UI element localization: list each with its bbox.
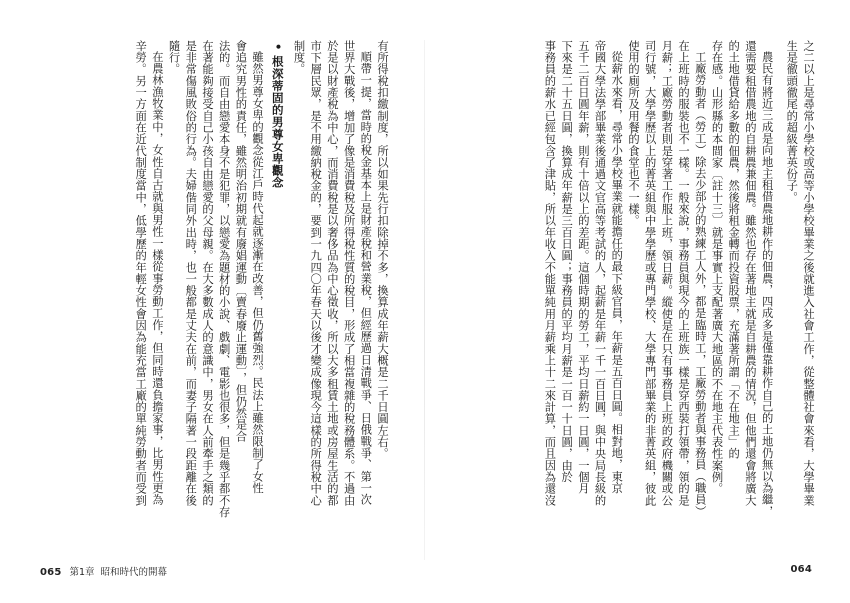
- heading-bullet-icon: •: [270, 43, 285, 51]
- text-column: 還需要租借農地的自耕農兼佃農。雖然也存在著地主就是自耕農的情況，但他們還會將廣大: [743, 40, 757, 506]
- text-column: 雖然男尊女卑的觀念從江戶時代起就逐漸在改善，但仍舊強烈。民法上雖然限制了女性: [251, 51, 265, 494]
- text-column: 存在感。山形縣的本間家〔註十三〕就是事實上支配著廣大地區的不在地主代表性案例。: [710, 40, 724, 495]
- text-column: 法的。而自由戀愛本身不是犯罪，以戀愛為題材的小說、戲劇、電影也很多，但是幾乎都不存: [217, 40, 231, 518]
- text-column: 隨行。: [167, 40, 181, 75]
- text-column: 使用的廁所及用餐的食堂也不一樣。: [626, 40, 640, 227]
- section-heading-text: 根深蒂固的男尊女卑觀念: [270, 55, 285, 189]
- text-column: 司行號，大學學歷以上的菁英組與中學學歷或專門學校、大學專門部畢業的非菁英組，彼此: [643, 40, 657, 506]
- text-column: 制度。: [292, 40, 306, 75]
- chapter-label: 第1章: [69, 567, 95, 578]
- text-column: 世界大戰後，增加了像是消費稅及所得稅性質的稅目，形成了相當複雜的稅務體系。不過由: [342, 40, 356, 506]
- text-column: 在著能夠接受自己小孩自由戀愛的父母親。在大多數成人的意識中，男女在人前牽手之類的: [200, 40, 214, 506]
- chapter-title: 昭和時代的開幕: [100, 567, 168, 578]
- right-page: [466, 40, 816, 550]
- text-column: 工廠勞動者（勞工）除去少部分的熟練工人外，都是臨時工，工廠勞動者與事務員（職員）: [693, 51, 707, 517]
- text-column: 帝國大學法學部畢業後通過文官高等考試的人，起薪是年薪一千一百日圓，與中央局長級的: [593, 40, 607, 506]
- text-column: 在上班時的服裝也不一樣。一般來說，事務員與現今的上班族一樣是穿西裝打領帶，領的是: [677, 40, 691, 506]
- text-column: 之二以上是尋常小學校或高等小學校畢業之後就進入社會工作，從整體社會來看，大學畢業: [802, 40, 815, 506]
- left-page-footer: [40, 564, 167, 578]
- left-page: [40, 40, 390, 550]
- text-column: 辛勞。另一方面在近代制度當中，低學歷的年輕女性會因為能充當工廠的單純勞動者而受到: [134, 40, 148, 506]
- text-column: 月薪；工廠勞動者則是穿著工作服上班，領日薪。縱使是在只有事務員上班的政府機關或公: [660, 40, 674, 506]
- text-column: 於是以財產稅為中心，而消費稅是以奢侈品為中心徵收，所以大多租賃土地或房屋生活的都: [325, 40, 339, 506]
- text-column: 農民有將近三成是向地主租借農地耕作的佃農，四成多是僅靠耕作自己的土地仍無以為繼，: [760, 51, 774, 517]
- text-column: 事務員的薪水已經包含了津貼，所以年收入不能單純用月薪乘上十二來計算，而且因為還沒: [543, 40, 557, 506]
- text-column: 順帶一提，當時的稅金基本上是財產稅和營業稅，但經歷過日清戰爭、日俄戰爭、第一次: [359, 51, 373, 506]
- text-column: 五千二百日圓年薪，則有十倍以上的差距。這個時期的勞工，平均日薪約一日圓，一個月: [576, 40, 590, 495]
- text-column: 有所得稅扣繳制度，所以如果先行扣除掉不多，換算成年薪大概是二千日圓左右。: [376, 40, 389, 460]
- text-column: 在農林漁牧業中，女性自古就與男性一樣從事勞動工作，但同時還負擔家事，比男性更為: [150, 51, 164, 506]
- text-column: 會追究男性的責任，雖然明治初期就有廢娼運動〔賣春廢止運動〕，但仍然是合: [234, 40, 248, 443]
- text-column: 是非常傷風敗俗的行為。夫婦偕同外出時，也一般都是丈夫在前，而妻子隔著一段距離在後: [184, 40, 198, 506]
- right-page-footer: [791, 564, 812, 575]
- paragraph-gap: [775, 40, 783, 550]
- section-heading: [269, 40, 286, 343]
- text-column: 市下層民眾，是不用繳納稅金的，要到一九四〇年春天以後才變成像現今這樣的所得稅中心: [309, 40, 323, 506]
- text-column: 生是徹頭徹尾的超級菁英份子。: [785, 40, 799, 204]
- text-column: 下來是二十五日圓，換算成年薪是三百日圓；事務員的平均月薪是一百一十日圓，由於: [560, 40, 574, 483]
- page-number: 065: [40, 567, 62, 578]
- page-gutter: [424, 40, 425, 560]
- text-column: 的土地借貸給多數的佃農，然後將租金轉而投資股票，充滿著所謂「不在地主」的: [727, 40, 741, 460]
- page-number: 064: [790, 564, 812, 575]
- text-column: 從薪水來看，尋常小學校畢業就能擔任的最下級官員，年薪是五百日圓。相對地，東京: [610, 51, 624, 494]
